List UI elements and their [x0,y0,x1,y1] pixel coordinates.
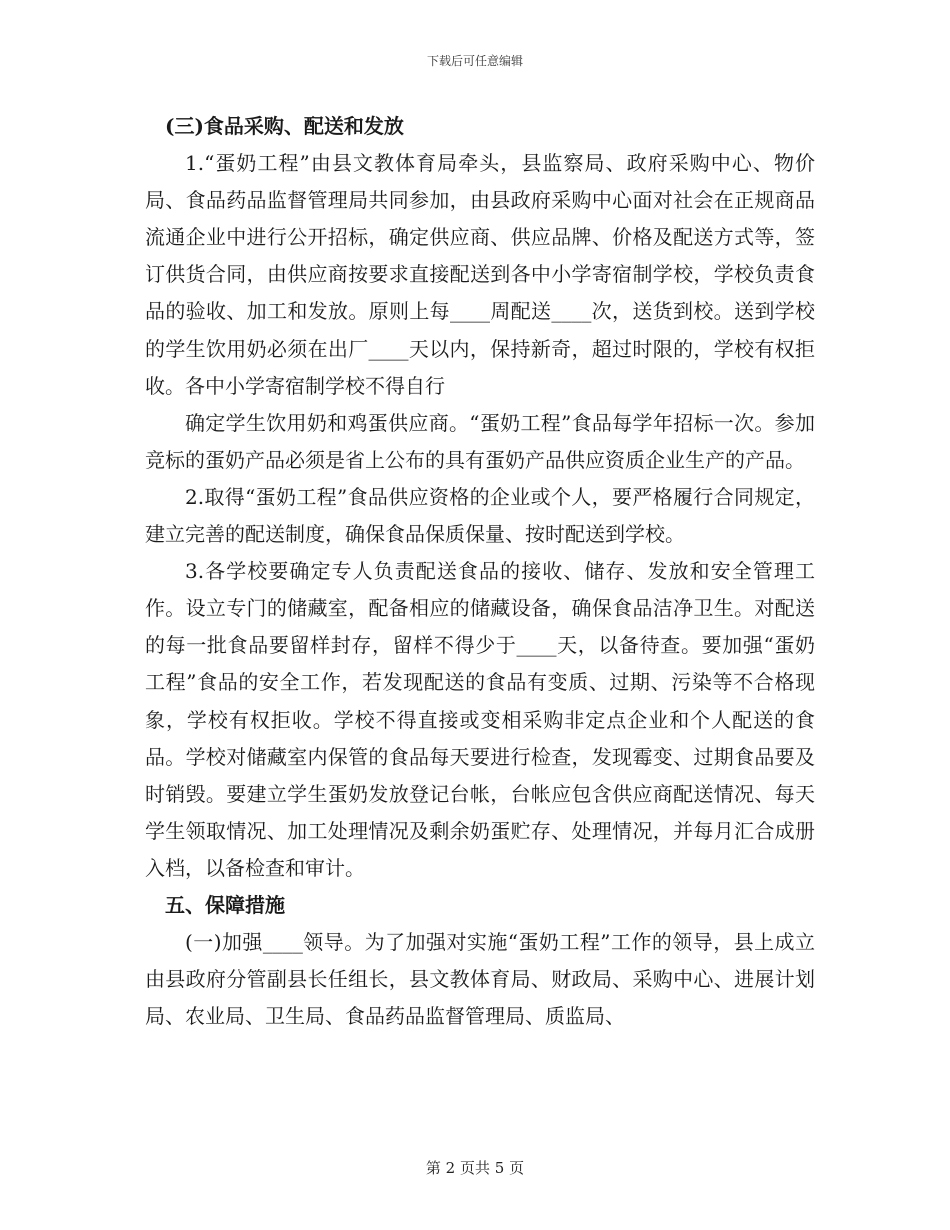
paragraph-item-2: 2.取得“蛋奶工程”食品供应资格的企业或个人，要严格履行合同规定，建立完善的配送制度，确保食品保质保量、按时配送到学校。 [145,484,815,547]
section-heading-food-procurement: (三)食品采购、配送和发放 [165,114,404,138]
paragraph-item-1: 1.“蛋奶工程”由县文教体育局牵头，县监察局、政府采购中心、物价局、食品药品监督管理局共同参加，由县政府采购中心面对社会在正规商品流通企业中进行公开招标，确定供应商、供应品牌、价格及配送方式等，签订供货合同，由供应商按要求直接配送到各中小学寄宿制学校，学校负责食品的验收、加工和发放。原则上每____周配送____次，送货到校。送到学校的学生饮用奶必须在出厂____天以内，保持新奇，超过时限的，学校有权拒收。各中小学寄宿制学校不得自行 [145,151,815,398]
page-header: 下载后可任意编辑 [426,54,523,68]
document-body [145,108,815,1035]
paragraph-leadership: (一)加强____领导。为了加强对实施“蛋奶工程”工作的领导，县上成立由县政府分管副县长任组长，县文教体育局、财政局、采购中心、进展计划局、农业局、卫生局、食品药品监督管理局、质监局、 [145,930,815,1029]
page-footer: 第 2 页共 5 页 [425,1159,525,1177]
paragraph-supplier: 确定学生饮用奶和鸡蛋供应商。“蛋奶工程”食品每学年招标一次。参加竞标的蛋奶产品必须是省上公布的具有蛋奶产品供应资质企业生产的产品。 [145,410,815,472]
section-heading-safeguards: 五、保障措施 [165,892,285,917]
paragraph-item-3: 3.各学校要确定专人负责配送食品的接收、储存、发放和安全管理工作。设立专门的储藏室，配备相应的储藏设备，确保食品洁净卫生。对配送的每一批食品要留样封存，留样不得少于____天，以备待查。要加强“蛋奶工程”食品的安全工作，若发现配送的食品有变质、过期、污染等不合格现象，学校有权拒收。学校不得直接或变相采购非定点企业和个人配送的食品。学校对储藏室内保管的食品每天要进行检查，发现霉变、过期食品要及时销毁。要建立学生蛋奶发放登记台帐，台帐应包含供应商配送情况、每天学生领取情况、加工处理情况及剩余奶蛋贮存、处理情况，并每月汇合成册入档，以备检查和审计。 [145,559,815,880]
